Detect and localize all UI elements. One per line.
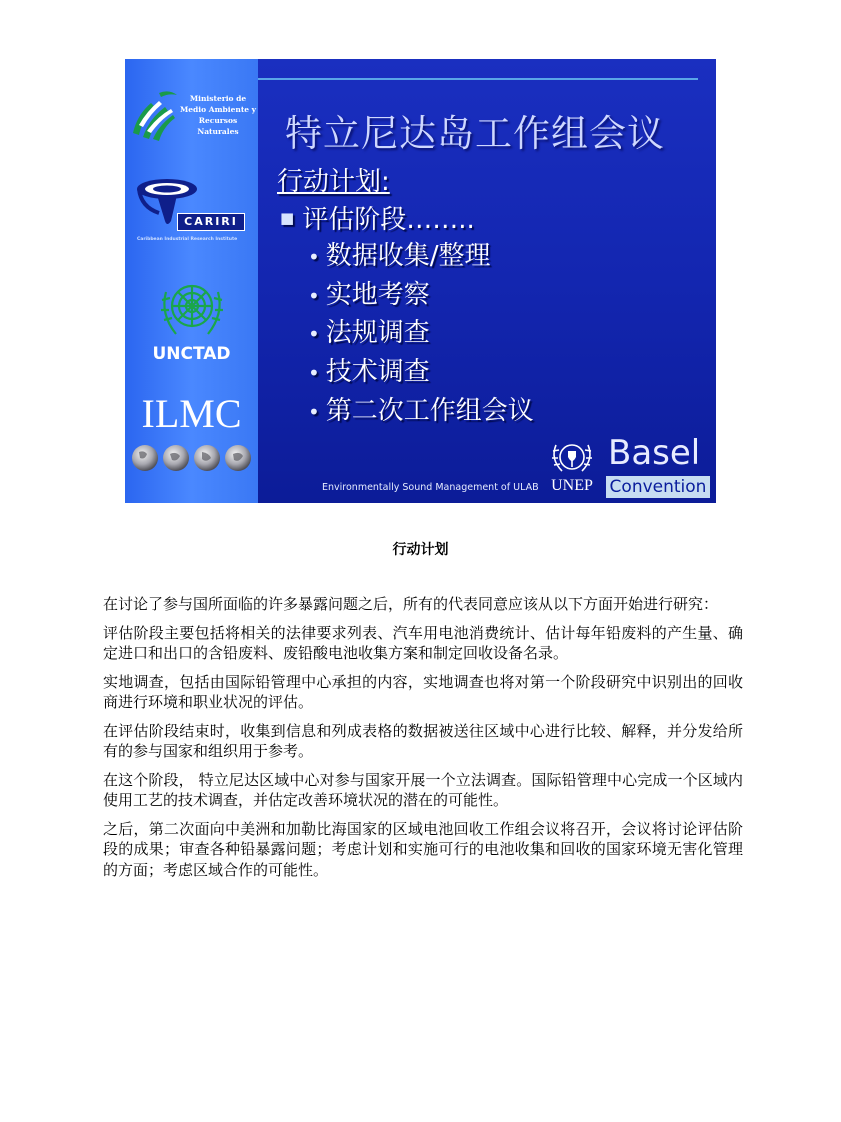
cariri-label: CARIRI: [177, 213, 245, 231]
document-body: [103, 594, 743, 888]
bullet-level1: [280, 199, 475, 236]
bullet-list-level2: [308, 237, 534, 430]
unctad-label: UNCTAD: [152, 344, 231, 364]
list-item-text: 数据收集/整理: [325, 241, 491, 271]
convention-label: Convention: [606, 476, 710, 498]
list-item-text: 实地考察: [325, 279, 430, 310]
unep-label: UNEP: [551, 477, 593, 494]
unep-logo-icon: [542, 437, 602, 475]
presentation-slide: [125, 59, 716, 503]
slide-footer: Environmentally Sound Management of ULAB: [322, 482, 539, 493]
paragraph: 在评估阶段结束时，收集到信息和列成表格的数据被送往区域中心进行比较、解释，并分发给所有的参与国家和组织用于参考。: [103, 721, 743, 760]
ilmc-label: ILMC: [141, 391, 242, 436]
cariri-subtitle: Caribbean Industrial Research Institute: [137, 237, 238, 242]
paragraph: 在这个阶段， 特立尼达区域中心对参与国家开展一个立法调查。国际铅管理中心完成一个区域内使用工艺的技术调查，并估定改善环境状况的潜在的可能性。: [103, 770, 743, 809]
bullet-level1-text: 评估阶段……..: [302, 205, 475, 235]
dot-bullet-icon: •: [308, 399, 320, 424]
list-item: [308, 314, 534, 353]
paragraph: 实地调查，包括由国际铅管理中心承担的内容，实地调查也将对第一个阶段研究中识别出的回收商进行环境和职业状况的评估。: [103, 672, 743, 711]
ministry-line-3: Recursos Naturales: [197, 116, 239, 136]
paragraph: 评估阶段主要包括将相关的法律要求列表、汽车用电池消费统计、估计每年铅废料的产生量、确定进口和出口的含铅废料、废铅酸电池收集方案和制定回收设备名录。: [103, 623, 743, 662]
basel-convention-logo: [540, 433, 712, 499]
ministry-line-1: Ministerio de: [189, 94, 247, 103]
slide-top-rule: [258, 78, 698, 80]
slide-title: 特立尼达岛工作组会议: [285, 112, 665, 155]
basel-label: Basel: [608, 433, 701, 473]
list-item: [308, 237, 534, 276]
list-item: [308, 276, 534, 315]
paragraph: 之后，第二次面向中美洲和加勒比海国家的区域电池回收工作组会议将召开，会议将讨论评估阶段的成果；审查各种铅暴露问题；考虑计划和实施可行的电池收集和回收的国家环境无害化管理的方面；考虑区域合作的可能性。: [103, 819, 743, 879]
square-bullet-icon: ■: [280, 209, 295, 227]
paragraph: 在讨论了参与国所面临的许多暴露问题之后，所有的代表同意应该从以下方面开始进行研究：: [103, 595, 719, 613]
globes-icon: [130, 442, 255, 474]
ministry-line-2: Medio Ambiente y: [179, 105, 257, 114]
document-heading: 行动计划: [392, 542, 449, 558]
list-item: [308, 353, 534, 392]
ministry-leaf-logo-icon: [129, 85, 185, 143]
slide-subtitle: 行动计划:: [277, 167, 390, 197]
dot-bullet-icon: •: [308, 245, 320, 269]
list-item-text: 法规调查: [325, 318, 430, 349]
list-item-text: 技术调查: [325, 357, 430, 388]
list-item: [308, 392, 534, 431]
un-emblem-icon: [152, 274, 232, 344]
ministry-name: [179, 93, 257, 137]
dot-bullet-icon: •: [308, 361, 320, 386]
list-item-text: 第二次工作组会议: [325, 395, 534, 426]
dot-bullet-icon: •: [308, 322, 320, 347]
dot-bullet-icon: •: [308, 283, 320, 308]
